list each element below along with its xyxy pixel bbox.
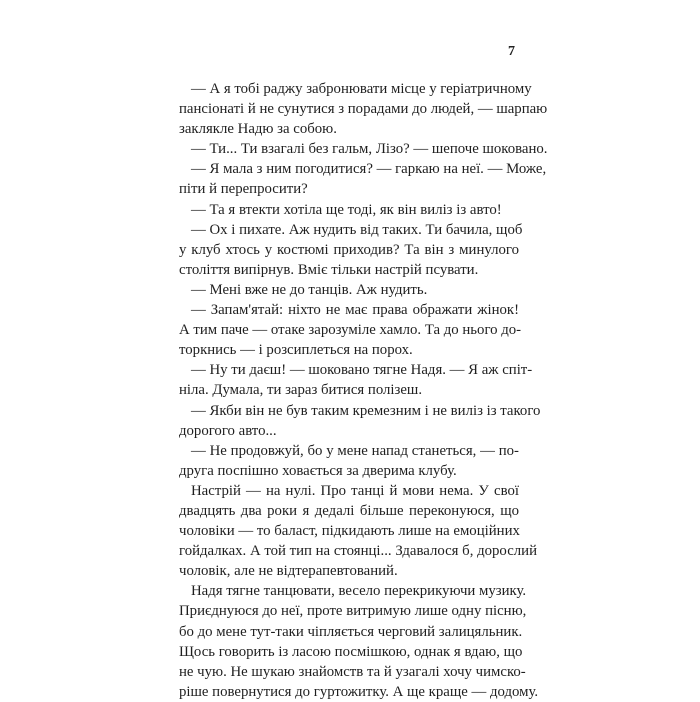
paragraph: [179, 360, 533, 400]
text-line: не чую. Не шукаю знайомств та й узагалі хочу чимско-: [179, 663, 526, 680]
text-line: ріше повернутися до гуртожитку. А ще краще — додому.: [179, 683, 539, 700]
text-line: — Ти... Ти взагалі без гальм, Лізо? — шепоче шоковано.: [191, 141, 548, 158]
text-line: дорогого авто...: [179, 422, 277, 439]
text-line: — А я тобі раджу забронювати місце у геріатричному: [191, 81, 532, 97]
text-line: пансіонаті й не сунутися з порадами до людей, — шарпаю: [179, 101, 548, 118]
text-line: — Запам'ятай: ніхто не має права ображати жінок!: [191, 302, 519, 319]
text-line: Приєднуюся до неї, проте витримую лише одну пісню,: [179, 603, 527, 620]
text-line: двадцять два роки я дедалі більше переконуюся, що: [179, 502, 519, 519]
text-line: ніла. Думала, ти зараз битися полізеш.: [179, 382, 423, 399]
paragraph: [179, 280, 519, 300]
body-text: [179, 79, 548, 702]
text-line: бо до мене тут-таки чіпляється черговий залицяльник.: [179, 623, 523, 640]
text-line: — Ох і пихате. Аж нудить від таких. Ти бачила, щоб: [191, 221, 523, 238]
text-line: — Мені вже не до танців. Аж нудить.: [191, 281, 428, 298]
paragraph: [179, 441, 519, 481]
paragraph: [179, 401, 541, 441]
paragraph: [179, 200, 519, 220]
text-line: — Якби він не був таким кремезним і не виліз із такого: [191, 402, 541, 419]
text-line: чоловік, але не відтерапевтований.: [179, 563, 398, 580]
text-line: Щось говорить із ласою посмішкою, однак я вдаю, що: [179, 643, 523, 660]
paragraph: [179, 220, 523, 280]
page-number: 7: [508, 44, 515, 59]
text-line: — Ну ти даєш! — шоковано тягне Надя. — Я аж спіт-: [191, 362, 533, 379]
text-line: гойдалках. А той тип на стоянці... Здавалося б, дорослий: [179, 543, 537, 560]
paragraph: [179, 139, 548, 159]
text-line: у клуб хтось у костюмі приходив? Та він з минулого: [179, 241, 519, 258]
paragraph: [179, 79, 548, 139]
text-line: заклякле Надю за собою.: [179, 121, 337, 138]
text-line: Надя тягне танцювати, весело перекрикуючи музику.: [191, 583, 527, 600]
text-line: — Та я втекти хотіла ще тоді, як він виліз із авто!: [191, 201, 502, 218]
text-line: піти й перепросити?: [179, 181, 308, 198]
text-line: — Я мала з ним погодитися? — гаркаю на неї. — Може,: [191, 161, 547, 178]
paragraph: [179, 481, 537, 581]
text-line: А тим паче — отаке зарозуміле хамло. Та до нього до-: [179, 322, 522, 339]
text-line: торкнись — і розсиплеться на порох.: [179, 342, 413, 359]
text-line: — Не продовжуй, бо у мене напад станеться, — по-: [191, 442, 519, 459]
text-line: чоловіки — то баласт, підкидають лише на емоційних: [179, 523, 520, 540]
text-line: друга поспішно ховається за дверима клубу.: [179, 462, 457, 479]
paragraph: [179, 581, 539, 702]
paragraph: [179, 159, 547, 199]
paragraph: [179, 300, 522, 360]
text-line: століття випірнув. Вміє тільки настрій псувати.: [179, 261, 479, 278]
text-line: Настрій — на нулі. Про танці й мови нема. У свої: [191, 482, 519, 499]
